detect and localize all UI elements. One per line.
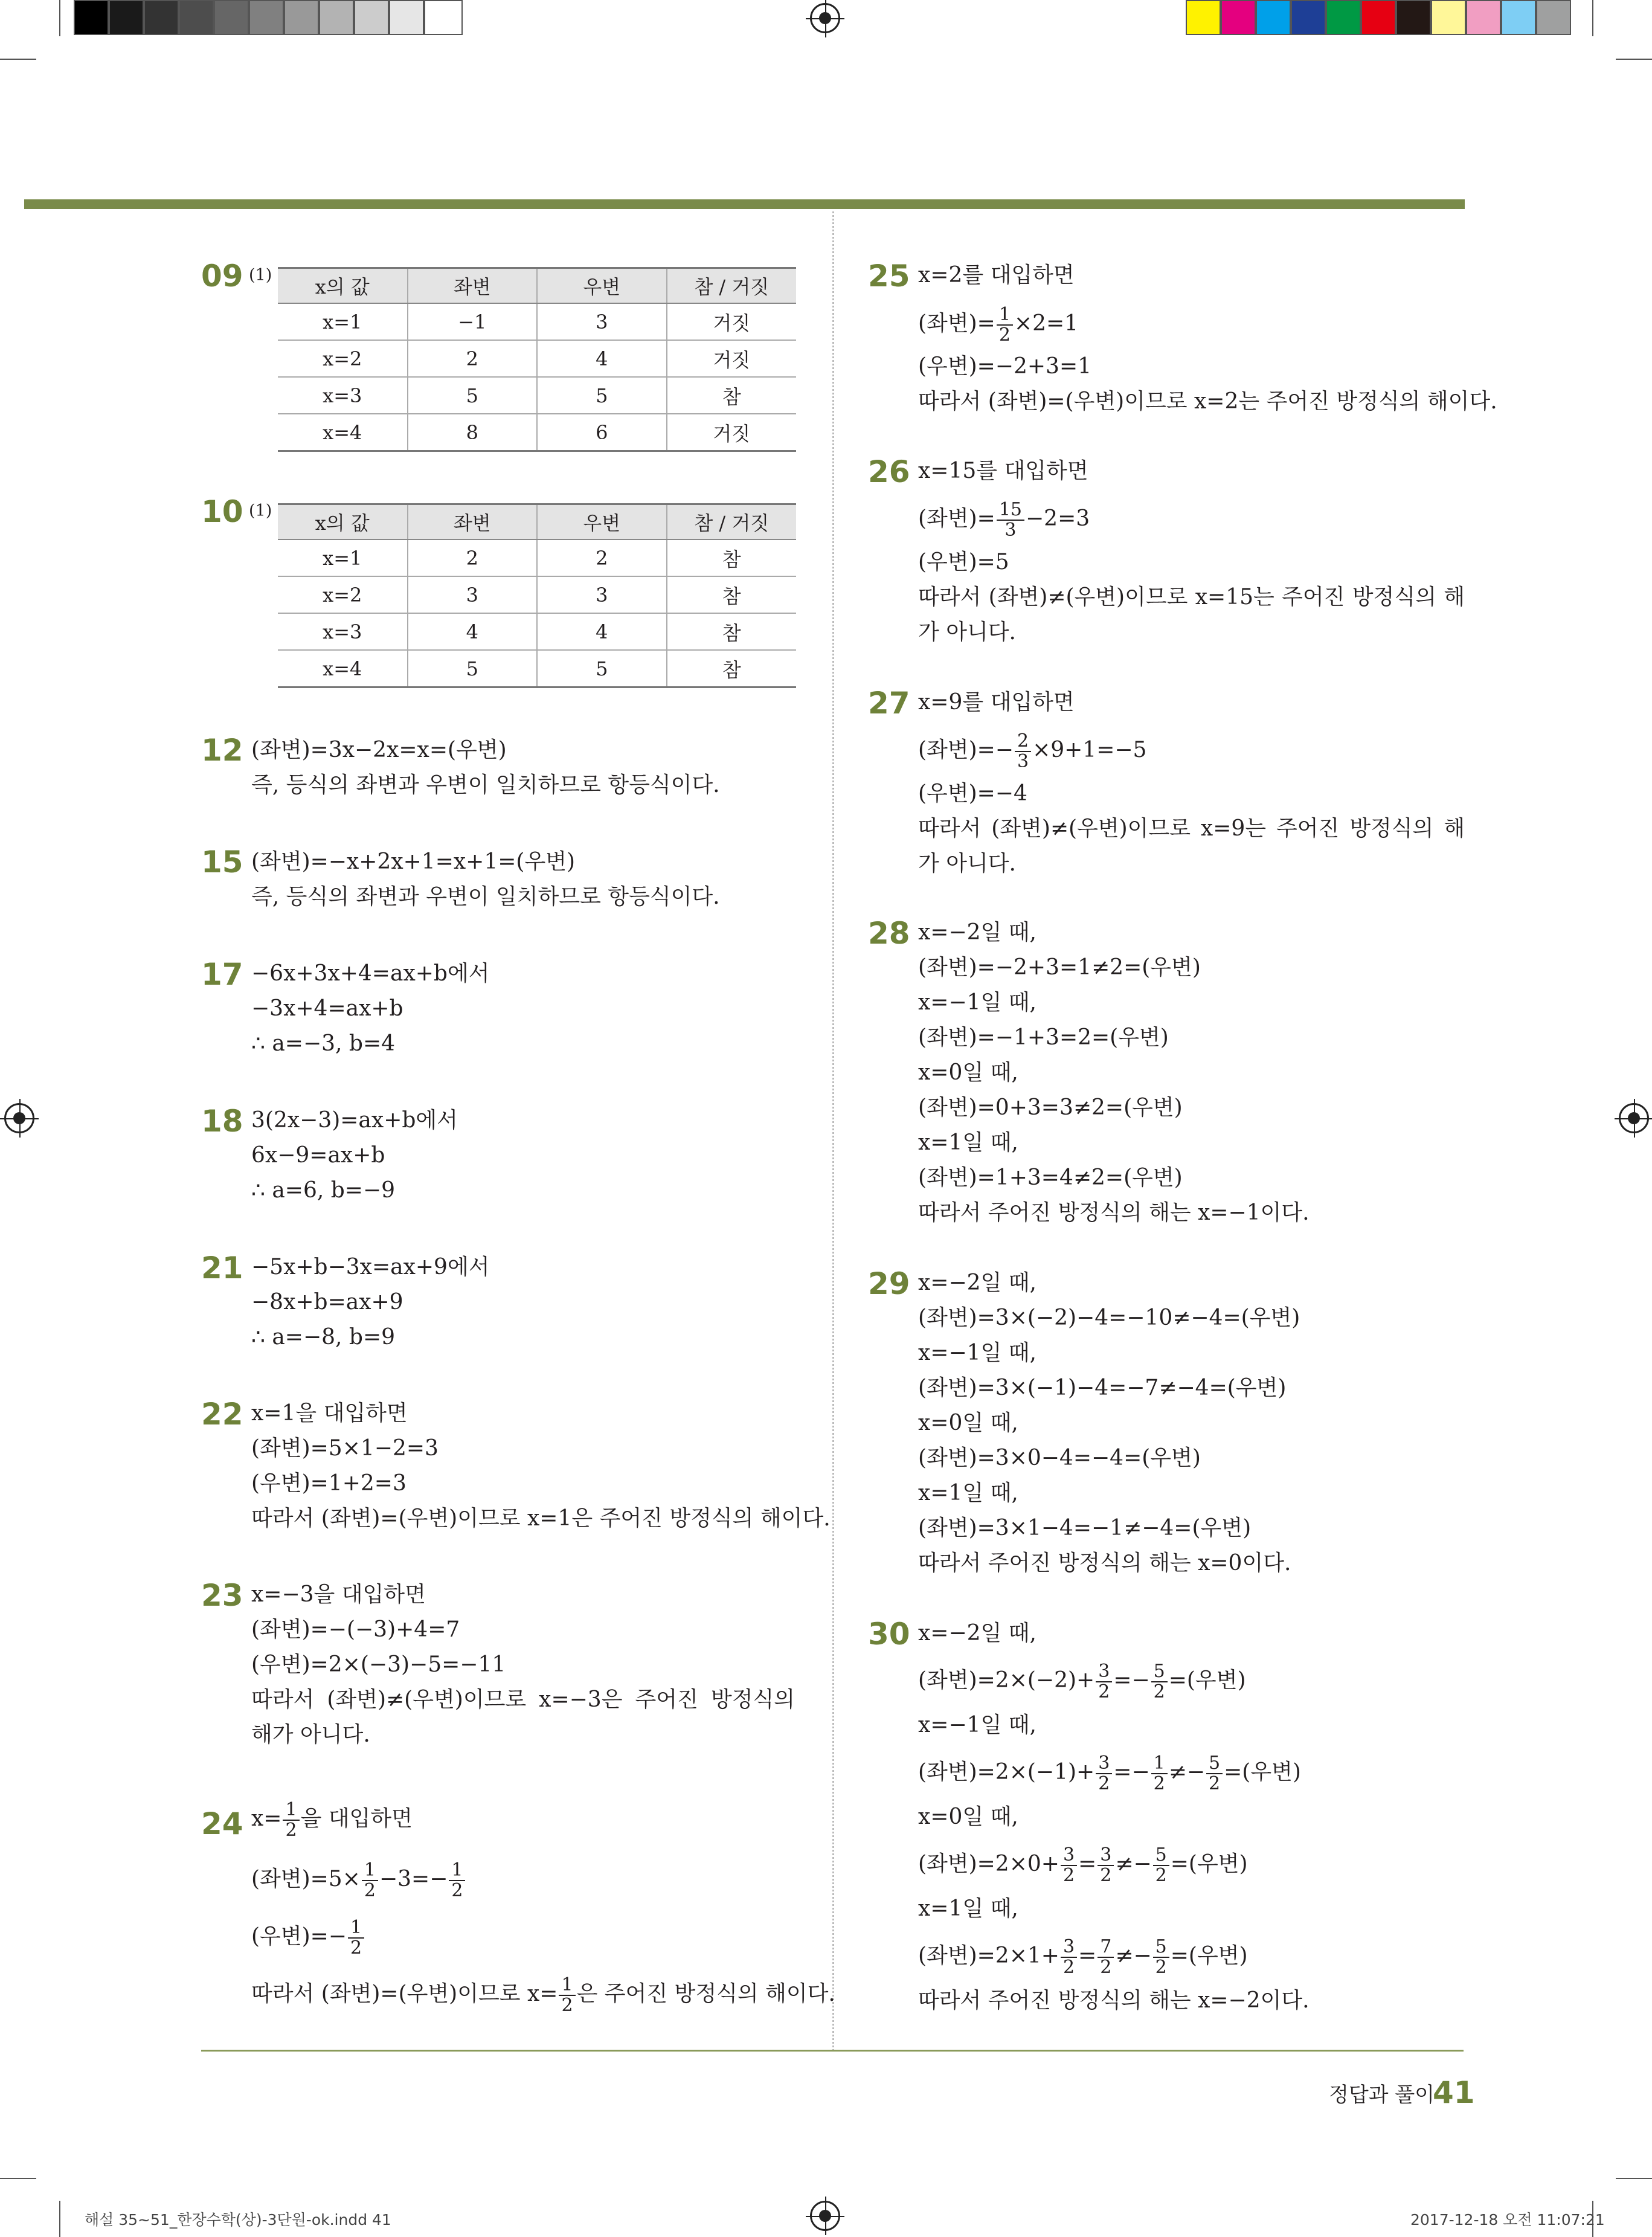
fraction <box>997 500 1024 540</box>
crop-mark <box>0 2178 36 2179</box>
denominator: 2 <box>1100 1865 1112 1886</box>
solution-line: 즉, 등식의 좌변과 우변이 일치하므로 항등식이다. <box>251 884 720 909</box>
text: =(우변) <box>1224 1760 1301 1785</box>
solution-line: 3(2x−3)=ax+b에서 <box>251 1108 458 1133</box>
solution-line: (좌변)=−1+3=2=(우변) <box>918 1025 1169 1050</box>
text: (좌변)=2×1+ <box>918 1943 1059 1968</box>
text: 은 주어진 방정식의 해이다. <box>576 1981 835 2006</box>
solution-line: x=0일 때, <box>918 1411 1018 1435</box>
table-cell: 5 <box>537 650 667 687</box>
text: (우변)=− <box>251 1924 347 1949</box>
fraction <box>1096 1662 1112 1702</box>
subproblem-label: (1) <box>249 501 272 520</box>
problem-number: 18 <box>201 1104 243 1139</box>
subproblem-label: (1) <box>249 266 272 285</box>
problem-number: 30 <box>868 1617 910 1652</box>
problem-number: 29 <box>868 1266 910 1301</box>
solution-line <box>251 1918 365 1958</box>
table-cell: 3 <box>408 576 538 613</box>
text: 따라서 (좌변)=(우변)이므로 x= <box>251 1981 558 2006</box>
solution-line: (좌변)=1+3=4≠2=(우변) <box>918 1165 1183 1190</box>
text: −3=− <box>379 1867 448 1891</box>
gray-swatch <box>214 0 249 35</box>
table-cell: 5 <box>537 377 667 414</box>
solution-line: 따라서 주어진 방정식의 해는 x=0이다. <box>918 1551 1291 1576</box>
file-slug: 해설 35~51_한장수학(상)-3단원-ok.indd 41 <box>85 2211 391 2229</box>
registration-mark-top <box>810 3 840 33</box>
col-header: 참 / 거짓 <box>667 504 797 540</box>
solution-line: (좌변)=−2+3=1≠2=(우변) <box>918 955 1201 980</box>
table-cell: 3 <box>537 303 667 340</box>
color-swatch <box>1291 0 1326 35</box>
numerator: 1 <box>559 1975 575 1996</box>
solution-line: −5x+b−3x=ax+9에서 <box>251 1255 490 1279</box>
text: =(우변) <box>1170 1852 1248 1876</box>
gray-swatch <box>144 0 179 35</box>
solution-line: (좌변)=−(−3)+4=7 <box>251 1617 460 1642</box>
table-cell: 참 <box>667 539 797 576</box>
solution-line <box>918 1846 1248 1885</box>
solution-line <box>251 1975 835 2015</box>
solution-line: ∴ a=−3, b=4 <box>251 1031 396 1056</box>
problem-number: 28 <box>868 916 910 951</box>
text: −2=3 <box>1026 506 1090 531</box>
denominator: 2 <box>998 324 1011 346</box>
problem-number: 12 <box>201 733 243 768</box>
table-row <box>278 576 796 613</box>
text: ≠− <box>1168 1760 1206 1785</box>
problem-number: 25 <box>868 259 910 294</box>
crop-mark <box>1592 0 1593 36</box>
table-cell: −1 <box>408 303 538 340</box>
text: =(우변) <box>1170 1943 1248 1968</box>
fraction <box>1153 1846 1169 1885</box>
text: = <box>1078 1852 1097 1876</box>
color-swatch <box>1256 0 1291 35</box>
table-cell: 참 <box>667 650 797 687</box>
solution-line: 따라서 주어진 방정식의 해는 x=−1이다. <box>918 1200 1310 1225</box>
fraction <box>1061 1937 1077 1977</box>
text: (좌변)=5× <box>251 1867 361 1891</box>
table-cell: x=3 <box>278 613 408 650</box>
table-cell: 4 <box>537 340 667 377</box>
color-swatch <box>1536 0 1571 35</box>
solution-line: x=−1일 때, <box>918 1341 1037 1365</box>
solution-line: x=−1일 때, <box>918 990 1037 1015</box>
table-row <box>278 303 796 340</box>
numerator: 1 <box>283 1800 299 1821</box>
fraction <box>1098 1937 1114 1977</box>
table-cell: 거짓 <box>667 303 797 340</box>
solution-line: (우변)=5 <box>918 550 1009 575</box>
solution-paragraph: 따라서 (좌변)≠(우변)이므로 x=9는 주어진 방정식의 해가 아니다. <box>918 816 1465 876</box>
text: ≠− <box>1115 1852 1152 1876</box>
solution-paragraph: 따라서 (좌변)≠(우변)이므로 x=15는 주어진 방정식의 해가 아니다. <box>918 585 1465 645</box>
color-swatch <box>1186 0 1221 35</box>
numerator: 1 <box>997 305 1013 326</box>
solution-line: ∴ a=−8, b=9 <box>251 1325 396 1350</box>
table-row <box>278 340 796 377</box>
problem-number: 27 <box>868 686 910 721</box>
numerator: 1 <box>348 1918 364 1939</box>
value-table <box>278 267 796 452</box>
table-cell: 8 <box>408 414 538 451</box>
table-cell: 6 <box>537 414 667 451</box>
crop-mark <box>1616 2178 1652 2179</box>
solution-line: (우변)=−2+3=1 <box>918 354 1092 379</box>
problem-number: 17 <box>201 957 243 992</box>
color-swatch <box>1361 0 1396 35</box>
numerator: 2 <box>1015 732 1031 752</box>
color-swatch <box>1221 0 1256 35</box>
denominator: 2 <box>285 1820 297 1841</box>
fraction <box>362 1861 378 1901</box>
table-cell: x=2 <box>278 340 408 377</box>
fraction <box>559 1975 575 2015</box>
color-swatch <box>1326 0 1361 35</box>
solution-line: 따라서 주어진 방정식의 해는 x=−2이다. <box>918 1988 1310 2013</box>
table-cell: 거짓 <box>667 340 797 377</box>
color-swatch <box>1501 0 1536 35</box>
table-cell: 참 <box>667 377 797 414</box>
solution-line: x=−1일 때, <box>918 1713 1037 1737</box>
denominator: 2 <box>1062 1957 1075 1978</box>
solution-line: (좌변)=3×1−4=−1≠−4=(우변) <box>918 1516 1252 1540</box>
gray-swatch <box>354 0 389 35</box>
text: (좌변)=2×0+ <box>918 1852 1059 1876</box>
table-cell: 4 <box>537 613 667 650</box>
solution-line <box>918 305 1078 345</box>
solution-line: x=1일 때, <box>918 1481 1018 1505</box>
table-row <box>278 650 796 687</box>
table-cell: 2 <box>408 539 538 576</box>
table-row <box>278 539 796 576</box>
fraction <box>1153 1937 1169 1977</box>
solution-line: (우변)=1+2=3 <box>251 1471 407 1496</box>
table-cell: 4 <box>408 613 538 650</box>
solution-line <box>918 1754 1301 1794</box>
col-header: 좌변 <box>408 268 538 304</box>
solution-paragraph: 따라서 (좌변)≠(우변)이므로 x=−3은 주어진 방정식의 해가 아니다. <box>251 1687 795 1747</box>
color-swatch <box>1431 0 1466 35</box>
table-cell: 5 <box>408 650 538 687</box>
text: x= <box>251 1806 282 1831</box>
page-number: 41 <box>1433 2075 1475 2110</box>
solution-line: x=−2일 때, <box>918 1621 1037 1646</box>
denominator: 2 <box>364 1880 376 1901</box>
gray-swatch <box>109 0 144 35</box>
gray-swatch <box>179 0 214 35</box>
text: (좌변)=− <box>918 738 1014 762</box>
table-cell: x=4 <box>278 650 408 687</box>
problem-number: 26 <box>868 454 910 489</box>
solution-line: x=−3을 대입하면 <box>251 1582 426 1607</box>
numerator: 5 <box>1206 1754 1223 1774</box>
solution-line <box>918 1662 1246 1702</box>
table-cell: 참 <box>667 613 797 650</box>
solution-line: 따라서 (좌변)=(우변)이므로 x=1은 주어진 방정식의 해이다. <box>251 1506 831 1531</box>
fraction <box>1151 1662 1168 1702</box>
denominator: 3 <box>1004 520 1017 541</box>
text: (좌변)= <box>918 311 995 336</box>
solution-line: (우변)=−4 <box>918 781 1027 806</box>
text: = <box>1078 1943 1097 1968</box>
column-divider <box>832 211 834 2051</box>
denominator: 2 <box>1209 1773 1221 1794</box>
crop-mark <box>1616 59 1652 60</box>
solution-line <box>251 1800 413 1840</box>
table-cell: x=4 <box>278 414 408 451</box>
fraction <box>283 1800 299 1840</box>
table-cell: x=2 <box>278 576 408 613</box>
solution-line: −6x+3x+4=ax+b에서 <box>251 961 490 986</box>
solution-line: (좌변)=3×(−1)−4=−7≠−4=(우변) <box>918 1376 1287 1400</box>
table-cell: 3 <box>537 576 667 613</box>
solution-line: x=2를 대입하면 <box>918 263 1075 288</box>
color-swatch <box>1466 0 1501 35</box>
numerator: 3 <box>1098 1846 1114 1866</box>
numerator: 1 <box>1151 1754 1168 1774</box>
denominator: 2 <box>451 1880 463 1901</box>
solution-line: 따라서 (좌변)=(우변)이므로 x=2는 주어진 방정식의 해이다. <box>918 389 1497 414</box>
numerator: 5 <box>1151 1662 1168 1682</box>
color-swatch <box>1396 0 1431 35</box>
value-table <box>278 503 796 688</box>
table-cell: 5 <box>408 377 538 414</box>
footer-label: 정답과 풀이 <box>1329 2083 1435 2107</box>
solution-line: −8x+b=ax+9 <box>251 1290 403 1315</box>
text: (좌변)= <box>918 506 995 531</box>
text: ×9+1=−5 <box>1032 738 1147 762</box>
col-header: x의 값 <box>278 268 408 304</box>
solution-line <box>918 500 1090 540</box>
numerator: 1 <box>362 1861 378 1881</box>
numerator: 5 <box>1153 1937 1169 1958</box>
numerator: 1 <box>449 1861 465 1881</box>
header-rule <box>24 199 1465 209</box>
text: (좌변)=2×(−1)+ <box>918 1760 1095 1785</box>
solution-line: ∴ a=6, b=−9 <box>251 1178 396 1203</box>
denominator: 2 <box>1098 1773 1110 1794</box>
table-cell: x=1 <box>278 539 408 576</box>
solution-line: x=1일 때, <box>918 1130 1018 1155</box>
solution-line: 즉, 등식의 좌변과 우변이 일치하므로 항등식이다. <box>251 773 720 797</box>
footer-rule <box>201 2050 1464 2052</box>
solution-line: x=1일 때, <box>918 1896 1018 1921</box>
problem-number: 22 <box>201 1397 243 1432</box>
solution-line: x=1을 대입하면 <box>251 1401 408 1426</box>
denominator: 2 <box>1098 1681 1110 1702</box>
fraction <box>1098 1846 1114 1885</box>
solution-line: x=9를 대입하면 <box>918 690 1075 715</box>
denominator: 2 <box>1062 1865 1075 1886</box>
denominator: 2 <box>1153 1773 1165 1794</box>
denominator: 2 <box>1100 1957 1112 1978</box>
denominator: 2 <box>1153 1681 1165 1702</box>
solution-line: (좌변)=0+3=3≠2=(우변) <box>918 1095 1183 1120</box>
solution-line: (우변)=2×(−3)−5=−11 <box>251 1652 506 1677</box>
text: =− <box>1113 1668 1150 1693</box>
table-cell: 거짓 <box>667 414 797 451</box>
fraction <box>348 1918 364 1958</box>
text: ×2=1 <box>1014 311 1079 336</box>
problem-number: 23 <box>201 1578 243 1613</box>
table-cell: x=1 <box>278 303 408 340</box>
problem-number: 10 <box>201 494 243 529</box>
solution-line: 6x−9=ax+b <box>251 1143 385 1168</box>
table-row <box>278 377 796 414</box>
text: 을 대입하면 <box>300 1806 413 1831</box>
solution-line: (좌변)=−x+2x+1=x+1=(우변) <box>251 849 576 874</box>
table-row <box>278 414 796 451</box>
fraction <box>1151 1754 1168 1794</box>
numerator: 3 <box>1096 1754 1112 1774</box>
col-header: 우변 <box>537 504 667 540</box>
denominator: 2 <box>561 1995 573 2016</box>
col-header: 참 / 거짓 <box>667 268 797 304</box>
solution-line: (좌변)=5×1−2=3 <box>251 1436 439 1461</box>
gray-swatch <box>284 0 319 35</box>
solution-line: (좌변)=3×(−2)−4=−10≠−4=(우변) <box>918 1305 1300 1330</box>
solution-line: (좌변)=3x−2x=x=(우변) <box>251 738 507 762</box>
fraction <box>1096 1754 1112 1794</box>
col-header: x의 값 <box>278 504 408 540</box>
numerator: 7 <box>1098 1937 1114 1958</box>
solution-line <box>918 1937 1248 1977</box>
denominator: 2 <box>1155 1865 1167 1886</box>
solution-line: x=0일 때, <box>918 1060 1018 1085</box>
crop-mark <box>59 2201 60 2237</box>
text: =(우변) <box>1168 1668 1246 1693</box>
problem-number: 09 <box>201 259 243 294</box>
registration-mark-bottom <box>810 2201 840 2231</box>
solution-line <box>918 732 1146 771</box>
numerator: 5 <box>1153 1846 1169 1866</box>
denominator: 2 <box>1155 1957 1167 1978</box>
fraction <box>1061 1846 1077 1885</box>
fraction <box>449 1861 465 1901</box>
fraction <box>1015 732 1031 771</box>
solution-line: x=15를 대입하면 <box>918 459 1088 483</box>
gray-swatch <box>389 0 424 35</box>
denominator: 3 <box>1017 751 1029 772</box>
table-cell: 2 <box>408 340 538 377</box>
table-cell: 참 <box>667 576 797 613</box>
registration-mark-right <box>1619 1103 1649 1133</box>
numerator: 3 <box>1061 1937 1077 1958</box>
numerator: 15 <box>997 500 1024 521</box>
solution-line: (좌변)=3×0−4=−4=(우변) <box>918 1446 1201 1470</box>
gray-swatch <box>319 0 354 35</box>
table-cell: 2 <box>537 539 667 576</box>
problem-number: 24 <box>201 1806 243 1841</box>
gray-swatch <box>74 0 109 35</box>
solution-line: x=−2일 때, <box>918 1270 1037 1295</box>
col-header: 우변 <box>537 268 667 304</box>
problem-number: 15 <box>201 845 243 880</box>
text: (좌변)=2×(−2)+ <box>918 1668 1095 1693</box>
crop-mark <box>59 0 60 36</box>
gray-swatch <box>249 0 284 35</box>
fraction <box>997 305 1013 345</box>
solution-line <box>251 1861 466 1901</box>
table-row <box>278 613 796 650</box>
numerator: 3 <box>1061 1846 1077 1866</box>
gray-swatch <box>424 0 463 35</box>
solution-line: x=−2일 때, <box>918 920 1037 945</box>
col-header: 좌변 <box>408 504 538 540</box>
solution-line: x=0일 때, <box>918 1804 1018 1829</box>
fraction <box>1206 1754 1223 1794</box>
text: ≠− <box>1115 1943 1152 1968</box>
solution-line: −3x+4=ax+b <box>251 996 403 1021</box>
registration-mark-left <box>4 1103 34 1133</box>
denominator: 2 <box>350 1937 362 1959</box>
table-cell: x=3 <box>278 377 408 414</box>
crop-mark <box>0 59 36 60</box>
numerator: 3 <box>1096 1662 1112 1682</box>
text: =− <box>1113 1760 1150 1785</box>
problem-number: 21 <box>201 1250 243 1286</box>
timestamp-slug: 2017-12-18 오전 11:07:21 <box>1410 2211 1605 2229</box>
